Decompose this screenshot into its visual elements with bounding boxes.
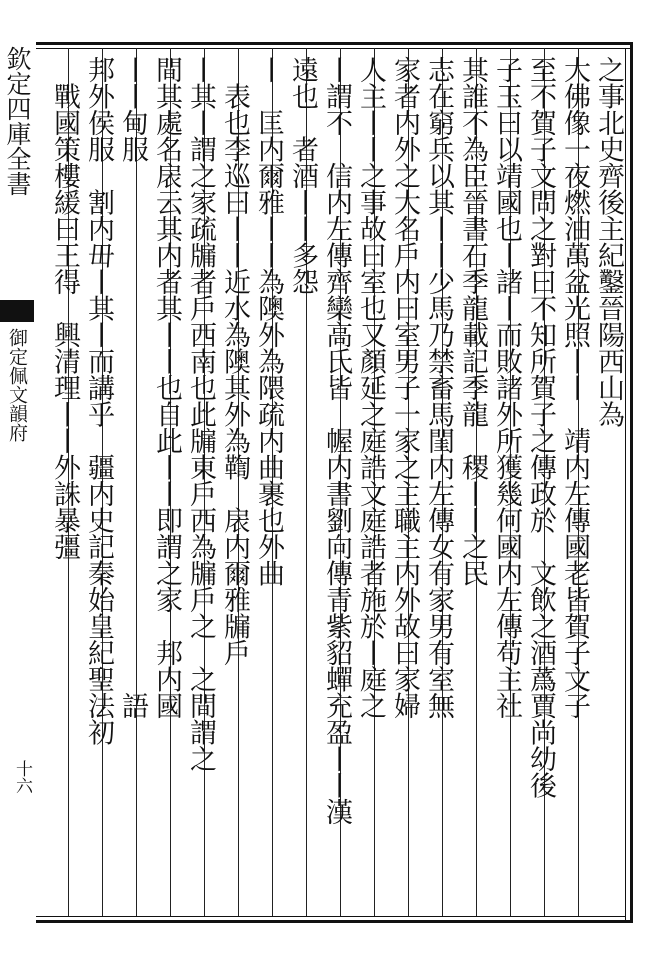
frame-top-inner-border	[36, 48, 632, 49]
text-column: 遠也 者酒丨丨多怨	[287, 56, 318, 295]
text-column: 大佛像一夜燃油萬盆光照丨丨 靖内左傳國老皆賀子文子	[559, 56, 590, 719]
text-column: 表也李巡曰丨丨近水為隩其外為鞫 扆内爾雅牖戶	[219, 56, 250, 666]
text-column: 邦外侯服 割内毌丨其丨而講乎 疆内史記秦始皇紀聖法初	[83, 56, 114, 745]
text-column: 志在窮兵以其丨丨少馬乃禁畜馬閨内左傳女有家男有室無	[423, 56, 454, 719]
margin-book-title: 欽定四庫全書	[3, 46, 32, 196]
frame-top-border	[36, 42, 632, 45]
text-column: 子玉曰以靖國也丨諸丨而敗諸外所獲幾何國内左傳苟主社	[491, 56, 522, 719]
text-column: 其誰不為臣晉書石季龍載記季龍 稷丨丨之民	[457, 56, 488, 586]
frame-bottom-inner-border	[36, 916, 626, 917]
frame-right-border	[630, 42, 633, 922]
frame-bottom-border	[36, 920, 633, 923]
text-column: 之事北史齊後主紀鑿晉陽西山為	[593, 56, 624, 427]
text-column: 丨其丨謂之家疏牖者戶西南也此牖東戶西為牖戶之 之間謂之	[185, 56, 216, 772]
fish-tail-mark	[0, 300, 34, 322]
text-column: 人主丨丨之事故曰室也又顏延之庭誥文庭誥者施於丨庭之	[355, 56, 386, 719]
text-column: 丨謂不 信内左傳齊欒高氏皆 幄内書劉向傳青紫貂蟬充盈丨丨漢	[321, 56, 352, 825]
frame-right-inner-border	[625, 48, 626, 920]
text-column: 丨丨甸服 語	[117, 56, 148, 719]
text-column: 丨 匡内爾雅丨丨為隩外為隈疏内曲裹也外曲	[253, 56, 284, 586]
text-column: 戰國策樓緩曰王得 興清理丨丨外誅暴彊	[49, 56, 80, 560]
text-column: 間其處名扆云其内者其丨丨也自此丨丨即謂之家 邦内國	[151, 56, 182, 719]
page-number: 十六	[12, 760, 32, 794]
margin-volume-title: 御定佩文韻府	[6, 328, 28, 442]
text-column: 至不賀子文問之對曰不知所賀子之傳政於 文飲之酒蔿賈尚幼後	[525, 56, 556, 798]
text-column: 家者内外之大名戶内曰室男子一家之主職主内外故曰家婦	[389, 56, 420, 719]
